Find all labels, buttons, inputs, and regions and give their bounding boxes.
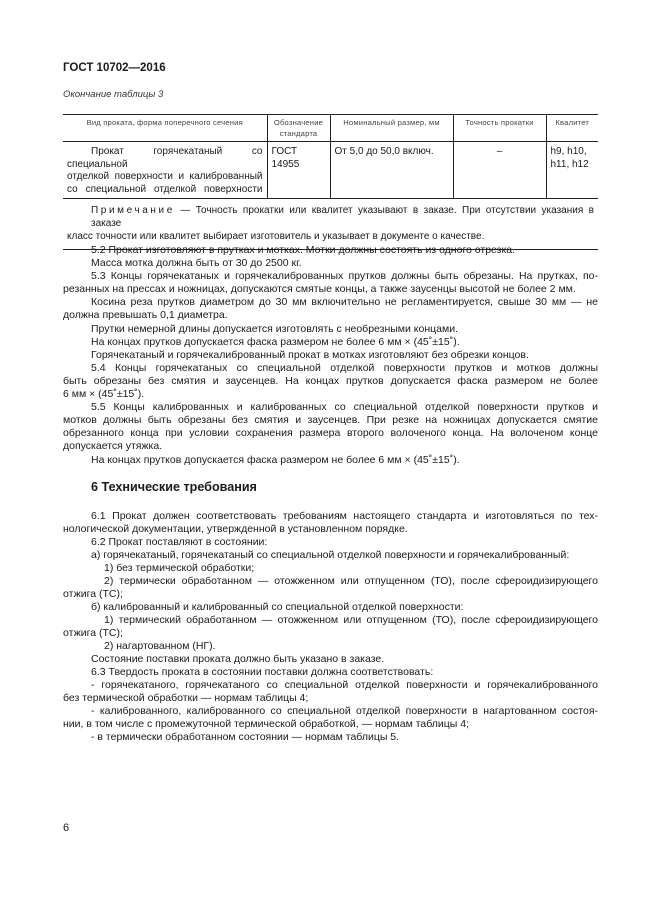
paragraph-line: 2) термически обработанном — отожженном или отпущенном (ТО), после сфероидизирующего: [104, 575, 598, 587]
paragraph-line: а) горячекатаный, горячекатаный со специальной отделкой поверхности и горячекалиброванный:: [91, 549, 570, 561]
paragraph-line: нии, в том числе с промежуточной термической обработкой, — нормам таблицы 4;: [63, 718, 470, 730]
paragraph-line: нологической документации, утвержденной в установленном порядке.: [63, 523, 408, 535]
paragraph-line: - калиброванного, калиброванного со специальной отделкой поверхности в нагартованном состоя-: [91, 705, 598, 717]
paragraph-line: 6.1 Прокат должен соответствовать требованиям настоящего стандарта и изготовляться по тех-: [91, 510, 598, 522]
paragraph-line: без термической обработки — нормам таблицы 4;: [63, 692, 309, 704]
cell-standard: ГОСТ 14955: [267, 142, 330, 199]
paragraph-line: допускается утяжка.: [63, 440, 163, 453]
paragraph-line: 6.2 Прокат поставляют в состоянии:: [91, 536, 268, 548]
document-id: ГОСТ 10702—2016: [63, 62, 166, 74]
paragraph-line: Горячекатаный и горячекалиброванный прокат в мотках изготовляют без обрезки концов.: [91, 348, 529, 361]
paragraph-line: должна превышать 0,1 диаметра.: [63, 309, 228, 322]
paragraph-line: 5.3 Концы горячекатаных и горячекалиброванных прутков должны быть обрезаны. На прутках, по-: [91, 270, 598, 283]
paragraph-line: На концах прутков допускается фаска размером не более 6 мм × (45˚±15˚).: [91, 335, 460, 348]
cell-accuracy: –: [453, 142, 546, 199]
paragraph-line: 6 мм × (45˚±15˚).: [63, 388, 145, 401]
paragraph-line: - горячекатаного, горячекатаного со специальной отделкой поверхности и горячекалиброванного: [91, 679, 598, 691]
paragraph-line: 5.5 Концы калиброванных и калиброванных со специальной отделкой поверхности прутков и: [91, 401, 598, 414]
paragraph-line: Состояние поставки проката должно быть указано в заказе.: [91, 653, 385, 665]
paragraph-line: обрезанного конца при условии сохранения размера второго волоченого конца. На волоченом конце: [63, 427, 598, 440]
section-6-heading: 6 Технические требования: [91, 480, 257, 494]
paragraph-line: мотков должны быть обрезаны без смятия и заусенцев. При резке на ножницах допускается смятие: [63, 414, 598, 427]
table-note-row: [63, 199, 598, 250]
paragraph-line: резанных на прессах и ножницах, допускаются смятые концы, а также заусенцы высотой не более 2 мм.: [63, 283, 576, 296]
table-row: [63, 142, 598, 199]
col-header-type: Вид проката, форма поперечного сечения: [63, 115, 267, 142]
paragraph-line: 5.2 Прокат изготовляют в прутках и мотках. Мотки должны состоять из одного отрезка.: [91, 244, 516, 256]
paragraph-line: - в термически обработанном состоянии — нормам таблицы 5.: [91, 731, 400, 743]
cell-type: [63, 142, 267, 199]
cell-line: со специальной отделкой поверхности: [67, 183, 263, 195]
col-header-size: Номинальный размер, мм: [330, 115, 453, 142]
cell-line: отделкой поверхности и калиброванный: [67, 171, 263, 182]
paragraph-line: б) калиброванный и калиброванный со специальной отделкой поверхности:: [91, 601, 464, 613]
page-number: 6: [63, 822, 70, 834]
paragraph-line: Прутки немерной длины допускается изготовлять с необрезными концами.: [91, 322, 459, 335]
table-caption: Окончание таблицы 3: [63, 89, 164, 100]
cell-line: Прокат горячекатаный со специальной: [67, 146, 263, 170]
note-line: — Точность прокатки или квалитет указывают в заказе. При отсутствии указания в заказе: [91, 205, 594, 229]
table-3-end: [63, 114, 598, 250]
paragraph-line: 6.3 Твердость проката в состоянии поставки должна соответствовать:: [91, 666, 434, 678]
paragraph-line: отжига (ТС);: [63, 627, 123, 639]
cell-quality: [546, 142, 598, 199]
paragraph-line: Косина реза прутков диаметром до 30 мм включительно не регламентируется, свыше 30 мм — не: [91, 296, 598, 309]
note-line: класс точности или квалитет выбирает изготовитель и указывает в документе о качестве.: [67, 231, 485, 242]
paragraph-line: 5.4 Концы горячекатаных со специальной отделкой поверхности прутков и мотков должны: [91, 361, 598, 374]
paragraph-line: 1) термический обработанном — отожженном или отпущенном (ТО), после сфероидизирующего: [104, 614, 598, 626]
cell-size: От 5,0 до 50,0 включ.: [330, 142, 453, 199]
table-header-row: [63, 115, 598, 142]
section-6-text: [63, 510, 598, 744]
col-header-quality: Квалитет: [546, 115, 598, 142]
col-header-accuracy: Точность прокатки: [453, 115, 546, 142]
paragraph-line: 1) без термической обработки;: [104, 562, 255, 574]
section-5-text: [63, 244, 598, 467]
table-note: [63, 199, 598, 250]
paragraph-line: быть обрезаны без смятия и заусенцев. На концах прутков допускается фаска размером не более: [63, 374, 598, 387]
note-label: Примечание: [91, 205, 175, 216]
col-header-standard: Обозначение стандарта: [267, 115, 330, 142]
cell-line: h11, h12: [550, 158, 589, 170]
paragraph-line: На концах прутков допускается фаска размером не более 6 мм × (45˚±15˚).: [91, 453, 460, 466]
paragraph-line: Масса мотка должна быть от 30 до 2500 кг.: [91, 257, 302, 270]
cell-line: h9, h10,: [550, 146, 587, 157]
paragraph-line: отжига (ТС);: [63, 588, 123, 600]
paragraph-line: 2) нагартованном (НГ).: [104, 640, 216, 652]
